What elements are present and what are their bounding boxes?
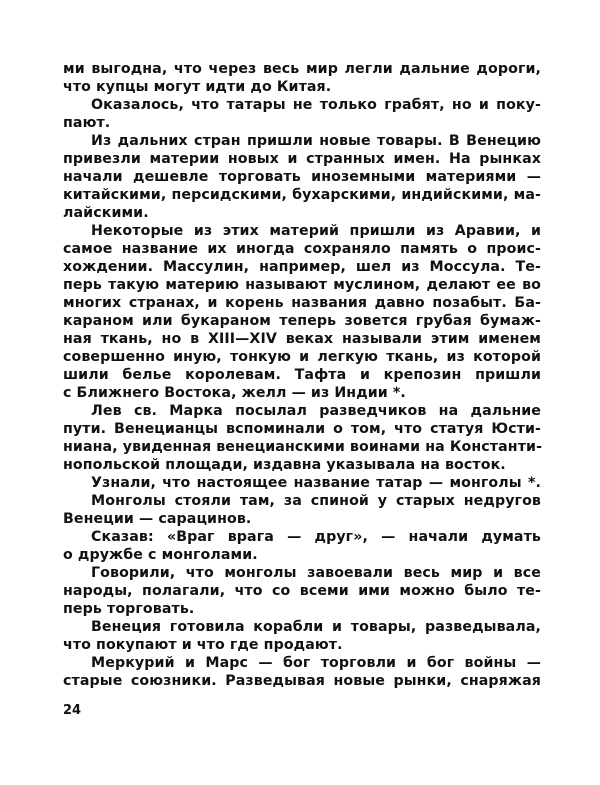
text-line: привезли материи новых и странных имен. На рынках <box>63 151 541 167</box>
text-line: о дружбе с монголами. <box>63 547 258 563</box>
text-line: Говорили, что монголы завоевали весь мир и все <box>91 565 541 581</box>
text-line: хождении. Массулин, например, шел из Моссула. Те- <box>63 259 541 275</box>
text-line: народы, полагали, что со всеми ими можно было те- <box>63 583 541 599</box>
text-line: многих странах, и корень названия давно позабыт. Ба- <box>63 295 541 311</box>
text-line: нопольской площади, издавна указывала на восток. <box>63 457 506 473</box>
text-line: ми выгодна, что через весь мир легли дальние дороги, <box>63 61 541 77</box>
text-line: Венеция готовила корабли и товары, разведывала, <box>91 619 541 635</box>
text-line: Оказалось, что татары не только грабят, но и поку- <box>91 97 541 113</box>
text-line: ная ткань, но в XIII—XIV веках называли этим именем <box>63 331 541 347</box>
book-page-text <box>63 60 541 690</box>
text-line: пают. <box>63 115 111 131</box>
text-line: Лев св. Марка посылал разведчиков на дальние <box>91 403 541 419</box>
text-line: Узнали, что настоящее название татар — монголы *. <box>91 475 541 491</box>
text-line: Венеции — сарацинов. <box>63 511 252 527</box>
text-line: пути. Венецианцы вспоминали о том, что статуя Юсти- <box>63 421 541 437</box>
text-line: начали дешевле торговать иноземными материями — <box>63 169 541 185</box>
text-line: что покупают и что где продают. <box>63 637 343 653</box>
page-number: 24 <box>63 703 82 718</box>
text-line: караном или букараном теперь зовется грубая бумаж- <box>63 313 541 329</box>
text-line: Некоторые из этих материй пришли из Аравии, и <box>91 223 541 239</box>
text-line: старые союзники. Разведывая новые рынки, снаряжая <box>63 673 541 689</box>
text-line: перь торговать. <box>63 601 195 617</box>
text-line: Меркурий и Марс — бог торговли и бог войны — <box>91 655 541 671</box>
text-line: Монголы стояли там, за спиной у старых недругов <box>91 493 541 509</box>
text-line: перь такую материю называют муслином, делают ее во <box>63 277 541 293</box>
text-line: лайскими. <box>63 205 149 221</box>
text-line: самое название их иногда сохраняло память о проис- <box>63 241 541 257</box>
text-line: Сказав: «Враг врага — друг», — начали думать <box>91 529 541 545</box>
text-line: что купцы могут идти до Китая. <box>63 79 332 95</box>
text-line: совершенно иную, тонкую и легкую ткань, из которой <box>63 349 541 365</box>
text-line: с Ближнего Востока, желл — из Индии *. <box>63 385 406 401</box>
text-line: ниана, увиденная венецианскими воинами на Константи- <box>63 439 543 455</box>
text-line: китайскими, персидскими, бухарскими, индийскими, ма- <box>63 187 541 203</box>
text-line: Из дальних стран пришли новые товары. В Венецию <box>91 133 541 149</box>
text-line: шили белье королевам. Тафта и крепозин пришли <box>63 367 541 383</box>
